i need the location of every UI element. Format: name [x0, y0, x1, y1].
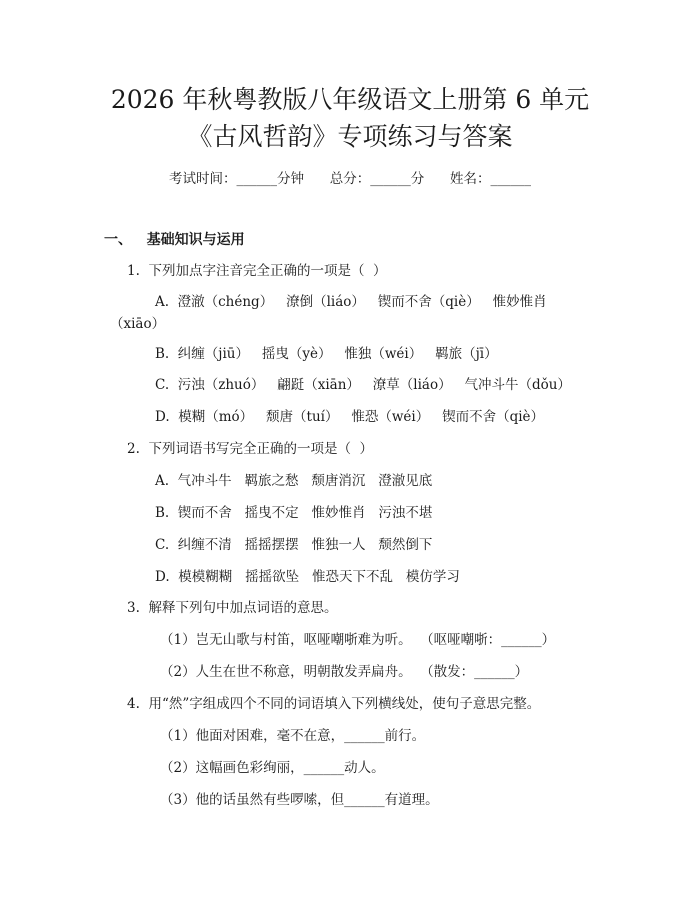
- question-4-stem: 4. 用“然”字组成四个不同的词语填入下列横线处，使句子意思完整。: [127, 696, 541, 712]
- question-2-option-b: B. 锲而不舍 摇曳不定 惟妙惟肖 污浊不堪: [155, 505, 433, 521]
- question-1-option-a: A. 澄澈（chéng） 潦倒（liáo） 锲而不舍（qiè） 惟妙惟肖: [155, 294, 547, 310]
- question-1-option-d: D. 模糊（mó） 颓唐（tuí） 惟恐（wéi） 锲而不舍（qiè）: [155, 409, 545, 425]
- question-3-sub-2: （2）人生在世不称意，明朝散发弄扁舟。 （散发：______）: [160, 664, 529, 680]
- question-2-option-a: A. 气冲斗牛 羁旅之愁 颓唐消沉 澄澈见底: [155, 473, 433, 489]
- question-4-sub-2: （2）这幅画色彩绚丽，______动人。: [160, 760, 385, 776]
- section-heading: 一、 基础知识与运用: [104, 232, 245, 248]
- question-4-sub-1: （1）他面对困难，毫不在意，______前行。: [160, 728, 426, 744]
- title-line-2: 《古风哲韵》专项练习与答案: [187, 122, 513, 151]
- question-3-stem: 3. 解释下列句中加点词语的意思。: [127, 600, 338, 616]
- question-2-option-d: D. 模模糊糊 摇摇欲坠 惟恐天下不乱 模仿学习: [155, 569, 460, 585]
- question-2-stem: 2. 下列词语书写完全正确的一项是（ ）: [127, 441, 374, 457]
- question-1-stem: 1. 下列加点字注音完全正确的一项是（ ）: [127, 263, 387, 279]
- question-2-option-c: C. 纠缠不清 摇摇摆摆 惟独一人 颓然倒下: [155, 537, 433, 553]
- question-1-option-c: C. 污浊（zhuó） 翩跹（xiān） 潦草（liáo） 气冲斗牛（dǒu）: [155, 377, 571, 393]
- question-1-option-a-wrap: （xiāo）: [110, 316, 166, 332]
- exam-info-line: 考试时间：______分钟 总分：______分 姓名：______: [169, 171, 531, 187]
- question-3-sub-1: （1）岂无山歌与村笛，呕哑嘲哳难为听。 （呕哑嘲哳：______）: [160, 632, 556, 648]
- question-1-option-b: B. 纠缠（jiū） 摇曳（yè） 惟独（wéi） 羁旅（jī）: [155, 346, 498, 362]
- question-4-sub-3: （3）他的话虽然有些啰嗦，但______有道理。: [160, 792, 439, 808]
- title-line-1: 2026 年秋粤教版八年级语文上册第 6 单元: [110, 85, 590, 114]
